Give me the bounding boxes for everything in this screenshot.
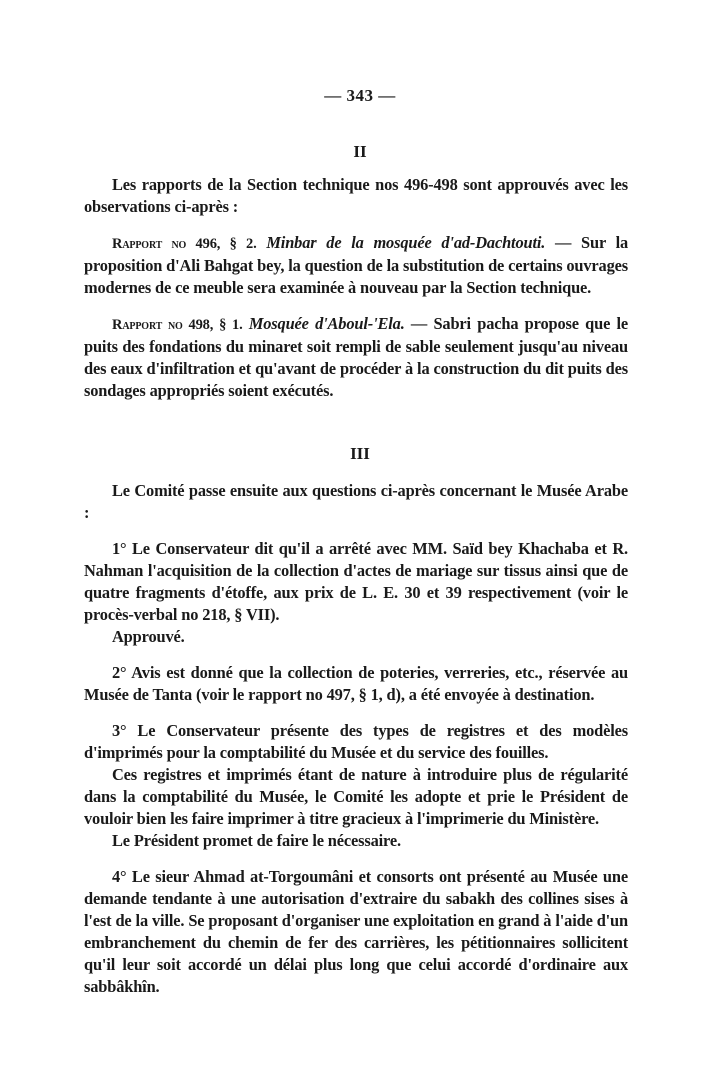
rapport-496-title: Minbar de la mosquée d'ad-Dachtouti. [266, 233, 546, 252]
section-ii-intro: Les rapports de la Section technique nos 496-498 sont approuvés avec les observations ci-après : [84, 175, 628, 216]
rapport-496-text: — Sur la proposition d'Ali Bahgat bey, la question de la substitution de certains ouvrages modernes de ce meuble sera examinée à nouveau par la Section technique. [84, 233, 629, 297]
item-3: 3° Le Conservateur présente des types de registres et des modèles d'imprimés pour la comptabilité du Musée et du service des fouilles. [84, 721, 628, 762]
rapport-496-label: Rapport no 496, § 2. [112, 236, 257, 252]
item-3-president: Le Président promet de faire le nécessaire. [112, 831, 401, 850]
rapport-496-paragraph [84, 232, 628, 299]
rapport-498-label: Rapport no 498, § 1. [112, 317, 243, 333]
item-4: 4° Le sieur Ahmad at-Torgoumâni et consorts ont présenté au Musée une demande tendante à une autorisation d'extraire du sabakh des collines sises à l'est de la ville. Se proposant d'organiser une exploitation en grand à l'aide d'un embranchement du chemin de fer des carrières, les pétitionnaires sollicitent qu'il leur soit accordé un délai plus long que celui accordé d'ordinaire aux sabbâkhîn. [84, 867, 628, 996]
rapport-498-title: Mosquée d'Aboul-'Ela. [248, 314, 405, 333]
section-iii-intro: Le Comité passe ensuite aux questions ci-après concernant le Musée Arabe : [84, 481, 628, 522]
section-ii-body [84, 174, 628, 402]
page-number: — 343 — [324, 86, 396, 105]
section-heading-ii: II [353, 142, 367, 161]
item-3-continuation: Ces registres et imprimés étant de nature à introduire plus de régularité dans la comptabilité du Musée, le Comité les adopte et prie le Président de vouloir bien les faire imprimer à titre gracieux à l'imprimerie du Ministère. [84, 765, 628, 828]
item-1: 1° Le Conservateur dit qu'il a arrêté avec MM. Saïd bey Khachaba et R. Nahman l'acquisition de la collection d'actes de mariage sur tissus ainsi que de quatre fragments d'étoffe, aux prix de L. E. 30 et 39 respectivement (voir le procès-verbal no 218, § VII). [84, 539, 628, 624]
section-heading-iii: III [350, 444, 370, 463]
item-2: 2° Avis est donné que la collection de poteries, verreries, etc., réservée au Musée de Tanta (voir le rapport no 497, § 1, d), a été envoyée à destination. [84, 663, 628, 704]
section-iii-body [84, 480, 628, 998]
rapport-498-text: — Sabri pacha propose que le puits des fondations du minaret soit rempli de sable seulement jusqu'au niveau des eaux d'infiltration et qu'avant de procéder à la construction du dit puits des sondages appropriés soient exécutés. [84, 314, 628, 400]
item-1-approved: Approuvé. [112, 627, 185, 646]
rapport-498-paragraph [84, 313, 628, 402]
